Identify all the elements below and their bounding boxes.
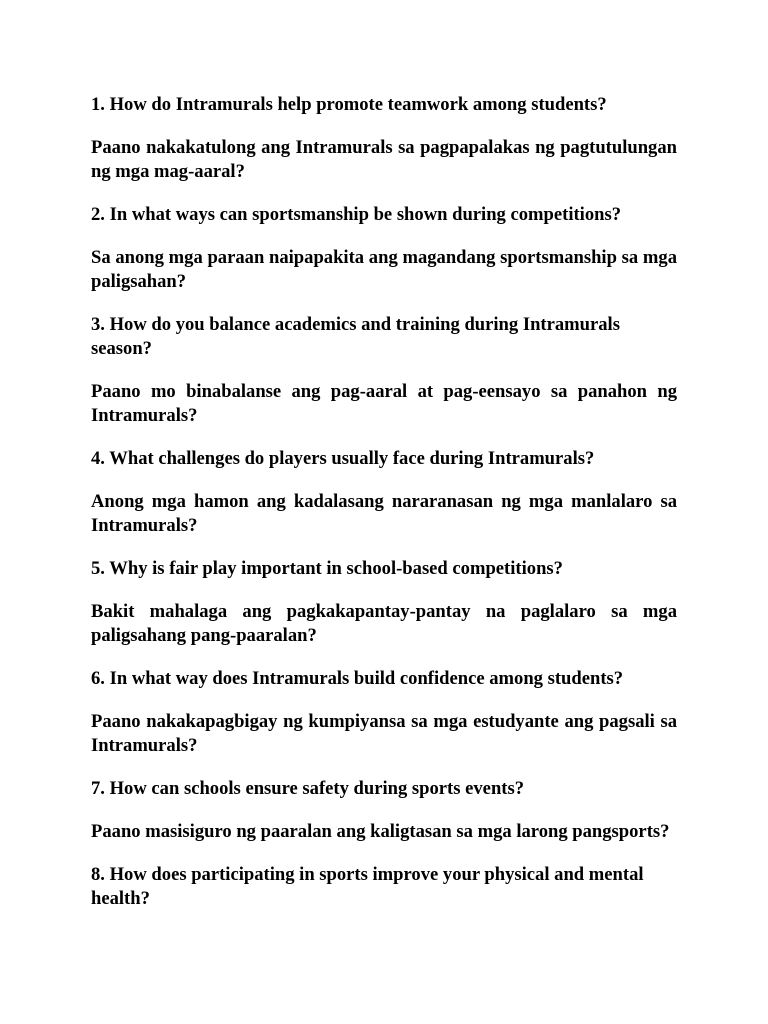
question-7-english: 7. How can schools ensure safety during sports events? [91,778,525,799]
document-body [91,93,677,930]
question-6-english: 6. In what way does Intramurals build confidence among students? [91,668,624,689]
question-8-english: 8. How does participating in sports improve your physical and mental health? [91,864,644,909]
question-7-tagalog: Paano masisiguro ng paaralan ang kaligtasan sa mga larong pangsports? [91,821,670,842]
question-4-tagalog: Anong mga hamon ang kadalasang nararanasan ng mga manlalaro sa Intramurals? [91,491,677,536]
question-1-english: 1. How do Intramurals help promote teamwork among students? [91,94,607,115]
question-2-tagalog: Sa anong mga paraan naipapakita ang magandang sportsmanship sa mga paligsahan? [91,247,677,292]
question-4-english: 4. What challenges do players usually face during Intramurals? [91,448,595,469]
question-3-tagalog: Paano mo binabalanse ang pag-aaral at pag-eensayo sa panahon ng Intramurals? [91,381,677,426]
question-2-english: 2. In what ways can sportsmanship be shown during competitions? [91,204,622,225]
question-1-tagalog: Paano nakakatulong ang Intramurals sa pagpapalakas ng pagtutulungan ng mga mag-aaral? [91,137,677,182]
question-6-tagalog: Paano nakakapagbigay ng kumpiyansa sa mga estudyante ang pagsali sa Intramurals? [91,711,677,756]
question-5-english: 5. Why is fair play important in school-based competitions? [91,558,563,579]
question-3-english: 3. How do you balance academics and training during Intramurals season? [91,314,620,359]
question-5-tagalog: Bakit mahalaga ang pagkakapantay-pantay na paglalaro sa mga paligsahang pang-paaralan? [91,601,677,646]
